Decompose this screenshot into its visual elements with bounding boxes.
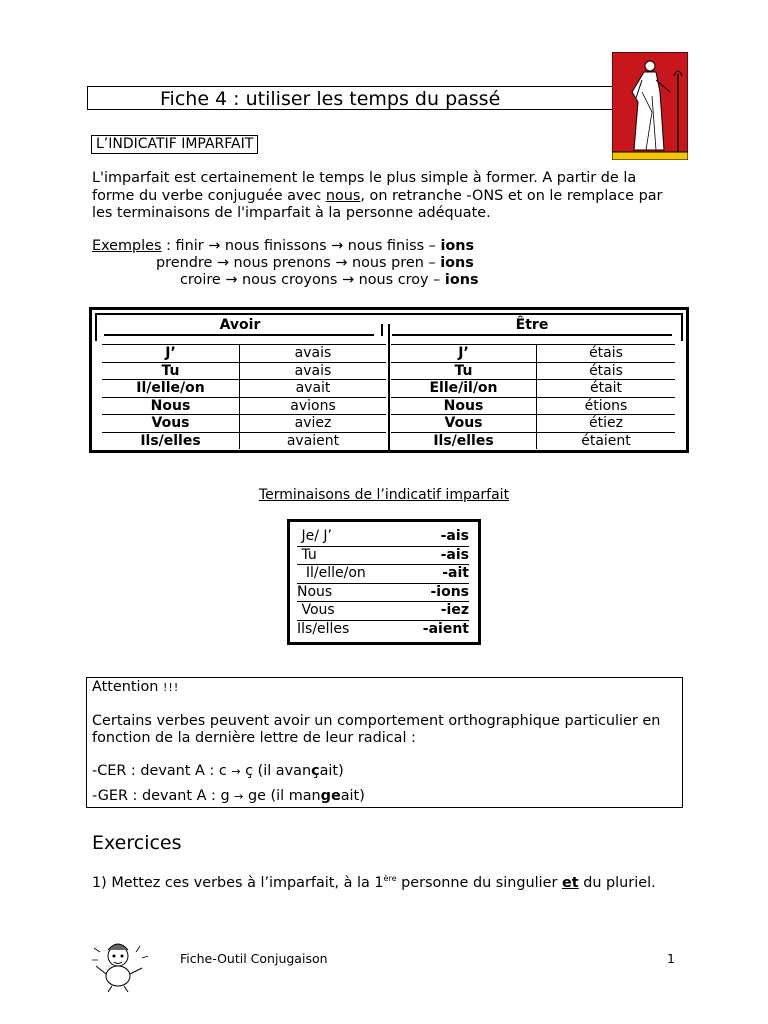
- table-row: [102, 432, 386, 449]
- rule-middle: ç (il avan: [240, 762, 312, 779]
- pronoun-cell: J’: [102, 345, 240, 363]
- q1-before: 1) Mettez ces verbes à l’imparfait, à la 1: [92, 874, 384, 891]
- table-row: [297, 584, 469, 603]
- attention-title: [92, 679, 677, 697]
- rule-bold: ç: [311, 762, 320, 779]
- example-stem: nous pren: [352, 255, 424, 271]
- table-row: [102, 397, 386, 415]
- avoir-table: [102, 344, 386, 449]
- exercises-title: Exercices: [92, 832, 182, 854]
- example-stem: nous finiss: [347, 238, 425, 254]
- page-number: 1: [667, 951, 675, 966]
- etre-table: [391, 344, 675, 449]
- pronoun-cell: J’: [391, 345, 537, 363]
- example-infinitive: prendre: [156, 255, 213, 271]
- rule-prefix: -GER : devant A : g: [92, 788, 235, 804]
- warning-icon: !!!: [163, 681, 180, 694]
- table-row: [391, 380, 675, 398]
- pronoun-cell: Il/elle/on: [102, 380, 240, 398]
- question-1: [92, 870, 692, 892]
- table-row: [297, 621, 469, 639]
- table-row: [297, 547, 469, 566]
- ending-person: Tu: [297, 546, 317, 563]
- rule-prefix: -CER : devant A : c: [92, 762, 232, 779]
- ending-person: Vous: [297, 602, 335, 618]
- arrow-icon: →: [331, 238, 344, 254]
- q1-after: du pluriel.: [578, 874, 656, 891]
- pronoun-cell: Vous: [102, 415, 240, 433]
- endings-table: [297, 528, 469, 638]
- table-row: [391, 432, 675, 449]
- table-row: [391, 345, 675, 363]
- table-row: [102, 362, 386, 380]
- endings-caption: [0, 487, 768, 504]
- pronoun-cell: Tu: [102, 362, 240, 380]
- q1-sup: ère: [383, 874, 397, 883]
- mascot-icon: [90, 938, 150, 994]
- rule-suffix: ait): [319, 762, 344, 779]
- example-nous: nous prenons: [233, 255, 331, 271]
- arrow-icon: →: [231, 764, 241, 778]
- example-ending: ions: [440, 238, 475, 254]
- arrow-icon: →: [234, 790, 244, 803]
- ending-person: Ils/elles: [297, 620, 350, 637]
- table-row: [297, 565, 469, 584]
- intro-paragraph: [92, 170, 672, 223]
- attention-title-text: Attention: [92, 679, 163, 695]
- page-title: Fiche 4 : utiliser les temps du passé: [87, 86, 617, 110]
- rule-bold: ge: [320, 788, 341, 804]
- table-row: [297, 528, 469, 547]
- example-ending: ions: [444, 272, 479, 288]
- example-row-2: prendre → nous prenons → nous pren – ions: [156, 255, 474, 271]
- pronoun-cell: Vous: [391, 415, 537, 433]
- pronoun-cell: Tu: [391, 362, 537, 380]
- etre-cell: étiez: [537, 415, 676, 433]
- arrow-icon: →: [216, 255, 229, 271]
- attention-rule-cer: [92, 763, 677, 781]
- pronoun-cell: Elle/il/on: [391, 380, 537, 398]
- pronoun-cell: Ils/elles: [433, 432, 494, 449]
- q1-middle: personne du singulier: [396, 874, 562, 891]
- avoir-cell: aviez: [240, 415, 387, 433]
- example-row-3: croire → nous croyons → nous croy – ions: [180, 272, 479, 288]
- ending-value: -ions: [430, 583, 469, 600]
- example-nous: nous croyons: [242, 272, 338, 288]
- avoir-cell: avaient: [240, 432, 387, 449]
- example-infinitive: finir: [175, 238, 204, 254]
- arrow-icon: →: [225, 272, 238, 288]
- avoir-cell: avions: [240, 397, 387, 415]
- table-row: [297, 602, 469, 621]
- avoir-cell: avais: [240, 362, 387, 380]
- intro-part1: L'imparfait est certainement le temps le plus simple à former. A partir de la forme du verbe conjuguée avec: [92, 170, 637, 204]
- ending-person: Je/ J’: [297, 528, 332, 544]
- attention-rule-ger: [92, 788, 677, 806]
- rule-middle: ge (il man: [243, 788, 321, 804]
- ending-value: -aient: [422, 620, 469, 637]
- q1-et: et: [562, 874, 579, 891]
- attention-text: Certains verbes peuvent avoir un comportement orthographique particulier en fonction de la dernière lettre de leur radical :: [92, 712, 661, 746]
- table-row: [391, 415, 675, 433]
- avoir-header: Avoir: [219, 317, 261, 333]
- classical-figure-illustration: [612, 52, 688, 160]
- footer-label: Fiche-Outil Conjugaison: [180, 951, 328, 966]
- etre-cell: étions: [537, 397, 676, 415]
- table-row: [391, 362, 675, 380]
- arrow-icon: →: [208, 238, 221, 254]
- examples-colon: :: [161, 238, 176, 254]
- ending-value: -ait: [442, 565, 469, 581]
- etre-header: Être: [515, 317, 549, 333]
- table-row: [102, 345, 386, 363]
- example-stem: nous croy: [358, 272, 429, 288]
- ending-person: Nous: [297, 583, 333, 600]
- pronoun-cell: Nous: [102, 397, 240, 415]
- endings-caption-text: Terminaisons de l’indicatif imparfait: [258, 487, 510, 503]
- attention-box: [86, 677, 683, 808]
- ending-value: -iez: [440, 602, 469, 618]
- example-row-1: Exemples : finir → nous finissons → nous finiss – ions: [92, 238, 475, 254]
- etre-header-rule: [392, 334, 672, 336]
- intro-part2: , on retranche -ONS et on le remplace par les terminaisons de l'imparfait à la personne adéquate.: [92, 187, 663, 221]
- etre-cell: était: [537, 380, 676, 398]
- avoir-cell: avais: [240, 345, 387, 363]
- table-row: [102, 380, 386, 398]
- center-separator: [388, 324, 390, 452]
- etre-cell: étaient: [537, 432, 676, 449]
- ending-person: Il/elle/on: [297, 565, 366, 581]
- table-row: [391, 397, 675, 415]
- etre-cell: étais: [537, 362, 676, 380]
- examples-label: Exemples: [92, 238, 162, 254]
- etre-cell: étais: [537, 345, 676, 363]
- table-row: [102, 415, 386, 433]
- example-ending: ions: [440, 255, 474, 271]
- example-infinitive: croire: [180, 272, 221, 288]
- ending-value: -ais: [440, 528, 469, 544]
- section-label: L’INDICATIF IMPARFAIT: [91, 135, 258, 154]
- rule-suffix: ait): [340, 788, 365, 804]
- arrow-icon: →: [341, 272, 355, 288]
- intro-nous: nous: [325, 187, 361, 204]
- avoir-cell: avait: [240, 380, 387, 398]
- pronoun-cell: Ils/elles: [140, 432, 201, 449]
- ending-value: -ais: [440, 546, 469, 563]
- header-separator-left: [381, 324, 383, 336]
- pronoun-cell: Nous: [391, 397, 537, 415]
- avoir-header-rule: [104, 334, 374, 336]
- example-nous: nous finissons: [224, 238, 327, 254]
- arrow-icon: →: [335, 255, 348, 271]
